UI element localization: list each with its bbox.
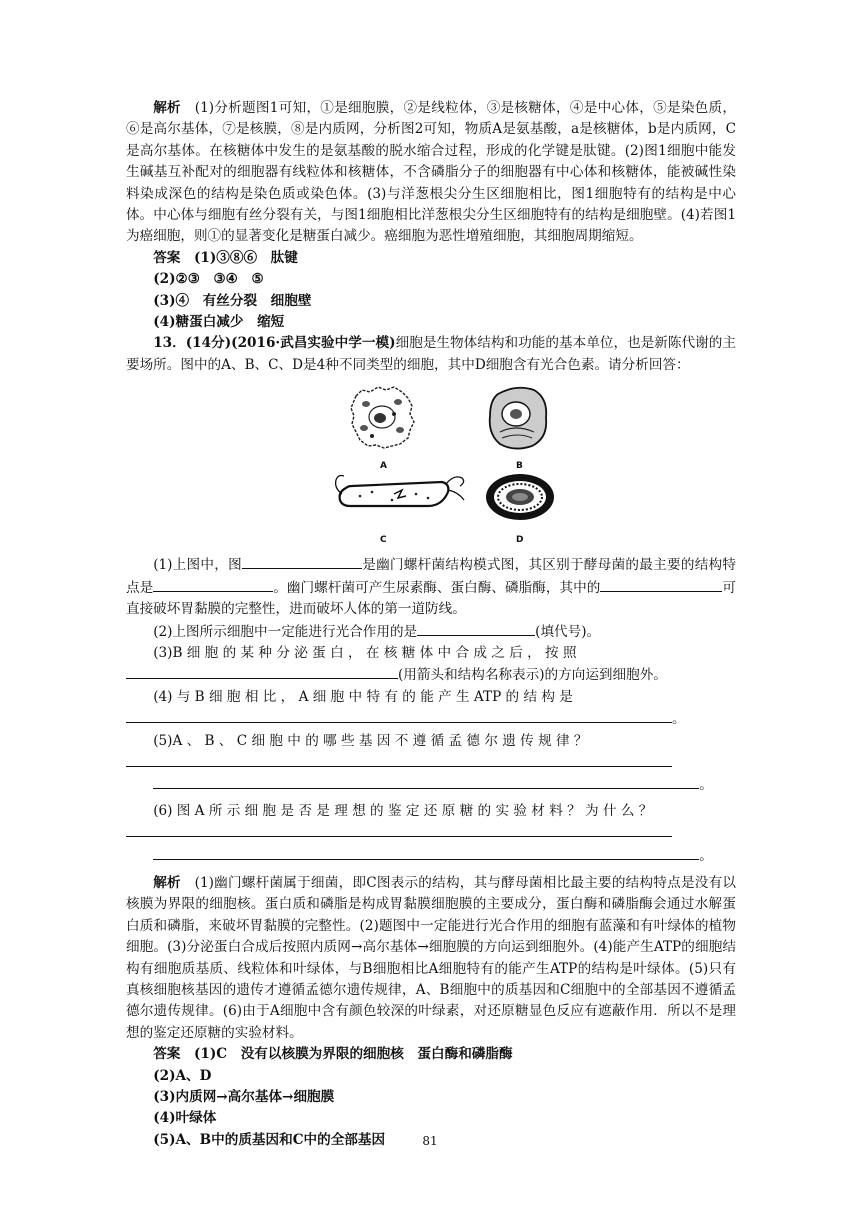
answer-13-line-0: 答案 (1)C 没有以核膜为界限的细胞核 蛋白酶和磷脂酶: [153, 1046, 513, 1063]
question-13-part-5-line-1: [126, 752, 736, 774]
question-13-part-1: (1)上图中，图 是幽门螺杆菌结构模式图，其区别于酵母菌的最主要的结构特点是 。幽门螺杆菌可产生尿素酶、蛋白酶、磷脂酶，其中的 可直接破坏胃黏膜的完整性，进而破坏人体的第一道防线。: [126, 554, 736, 620]
analysis-prev-text: (1)分析题图1可知，①是细胞膜，②是线粒体，③是核糖体，④是中心体，⑤是染色质，⑥是高尔基体，⑦是核膜，⑧是内质网，分析图2可知，物质A是氨基酸，a是核糖体，b是内质网，C是高尔基体。在核糖体中发生的是氨基酸的脱水缩合过程，形成的化学键是肽键。(2)图1细胞中能发生碱基互补配对的细胞器有线粒体和核糖体，不含磷脂分子的细胞器有中心体和核糖体，能被碱性染料染成深色的结构是染色质或染色体。(3)与洋葱根尖分生区细胞相比，图1细胞特有的结构是中心体。中心体与细胞有丝分裂有关，与图1细胞相比洋葱根尖分生区细胞特有的结构是细胞壁。(4)若图1为癌细胞，则①的显著变化是糖蛋白减少。癌细胞为恶性增殖细胞，其细胞周期缩短。: [126, 100, 737, 245]
answer-prev-line-2: (3)④ 有丝分裂 细胞壁: [153, 292, 312, 309]
answer-blank-4[interactable]: [126, 708, 672, 723]
page-content: [126, 98, 736, 1151]
question-13-part-6-line-2: 。: [126, 845, 736, 867]
cell-b-drawing: [486, 384, 552, 452]
answer-blank-2[interactable]: [417, 621, 535, 636]
answer-13-line-3: (4)叶绿体: [153, 1110, 217, 1127]
page-number: 81: [422, 1134, 438, 1148]
answer-blank-3[interactable]: [126, 664, 398, 679]
question-13-part-3: (3)B 细 胞 的 某 种 分 泌 蛋 白 ， 在 核 糖 体 中 合 成 之 后 ， 按 照: [153, 644, 577, 661]
answer-prev-line-0: 答案 (1)③⑧⑥ 肽键: [153, 249, 298, 266]
question-13-part-3-cont: (用箭头和结构名称表示)的方向运到细胞外。: [126, 664, 736, 686]
analysis-label: 解析: [153, 100, 181, 116]
cell-c-drawing: [332, 470, 468, 522]
answer-blank-1c[interactable]: [600, 577, 722, 592]
figure-label-b: B: [516, 461, 523, 472]
answer-prev-line-1: (2)②③ ③④ ⑤: [153, 271, 264, 288]
figure-label-d: D: [516, 535, 524, 546]
answer-label: 答案: [153, 249, 181, 266]
question-13-part-5-line-2: 。: [126, 774, 736, 796]
answer-blank-6a[interactable]: [126, 822, 672, 837]
question-13-part-4-cont: 。: [126, 708, 736, 730]
question-13-part-6: (6) 图 A 所 示 细 胞 是 否 是 理 想 的 鉴 定 还 原 糖 的 实 验 材 料 ？ 为 什 么 ？: [153, 802, 653, 819]
question-13-part-4: (4) 与 B 细 胞 相 比 ， A 细 胞 中 特 有 的 能 产 生 ATP 的 结 构 是: [153, 688, 573, 705]
analysis-13-text: (1)幽门螺杆菌属于细菌，即C图表示的结构，其与酵母菌相比最主要的结构特点是没有以核膜为界限的细胞核。蛋白质和磷脂是构成胃黏膜细胞膜的主要成分，蛋白酶和磷脂酶会通过水解蛋白质和磷脂，来破坏胃黏膜的完整性。(2)题图中一定能进行光合作用的细胞有蓝藻和有叶绿体的植物细胞。(3)分泌蛋白合成后按照内质网→高尔基体→细胞膜的方向运到细胞外。(4)能产生ATP的细胞结构有细胞质基质、线粒体和叶绿体，与B细胞相比A细胞特有的能产生ATP的结构是叶绿体。(5)只有真核细胞核基因的遗传才遵循孟德尔遗传规律，A、B细胞中的质基因和C细胞中的全部基因不遵循孟德尔遗传规律。(6)由于A细胞中含有颜色较深的叶绿素，对还原糖显色反应有遮蔽作用．所以不是理想的鉴定还原糖的实验材料。: [126, 874, 737, 1041]
cell-a-drawing: [348, 384, 418, 450]
question-13-part-5: (5)A 、 B 、 C 细 胞 中 的 哪 些 基 因 不 遵 循 孟 德 尔 遗 传 规 律 ？: [153, 732, 588, 749]
cell-figure: [126, 380, 736, 552]
question-13-part-2: (2)上图所示细胞中一定能进行光合作用的是 (填代号)。: [126, 621, 736, 643]
answer-blank-6b[interactable]: [153, 845, 699, 860]
answer-13-label: 答案: [153, 1046, 181, 1063]
answer-blank-1b[interactable]: [153, 577, 273, 592]
question-13-number: 13．(14分)(2016·武昌实验中学一模): [153, 335, 396, 352]
figure-label-c: C: [380, 535, 387, 546]
analysis-13-label: 解析: [153, 874, 181, 891]
cell-d-drawing: [484, 472, 556, 522]
analysis-prev: [126, 98, 736, 248]
analysis-13: [126, 873, 736, 1044]
answer-prev-line-3: (4)糖蛋白减少 缩短: [153, 314, 285, 331]
answer-blank-5b[interactable]: [153, 774, 699, 789]
answer-blank-1a[interactable]: [242, 554, 362, 569]
answer-13-line-4: (5)A、B中的质基因和C中的全部基因: [153, 1131, 386, 1148]
answer-13-line-2: (3)内质网→高尔基体→细胞膜: [153, 1089, 335, 1106]
question-13-part-6-line-1: [126, 822, 736, 844]
question-13-stem: 13．(14分)(2016·武昌实验中学一模)细胞是生物体结构和功能的基本单位，也是新陈代谢的主要场所。图中的A、B、C、D是4种不同类型的细胞，其中D细胞含有光合色素。请分析回答：: [126, 335, 736, 373]
answer-13-line-1: (2)A、D: [153, 1067, 212, 1084]
answer-blank-5a[interactable]: [126, 752, 672, 767]
figure-label-a: A: [380, 461, 387, 472]
